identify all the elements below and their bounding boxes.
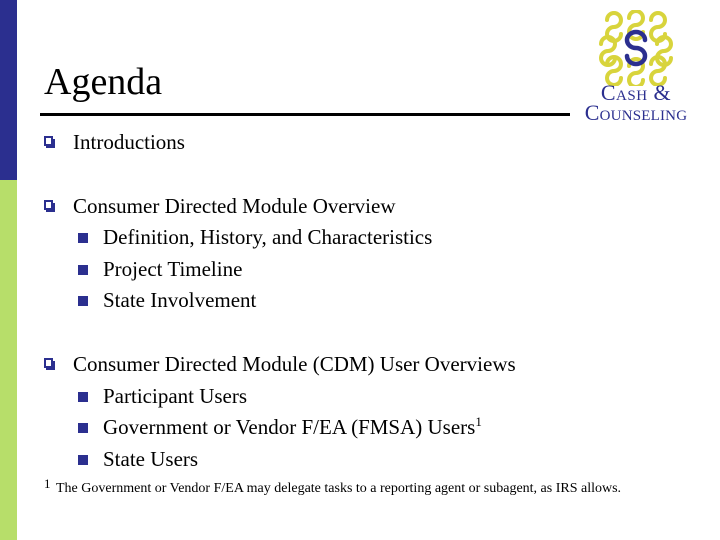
accent-bar-top [0,0,17,180]
agenda-item-label: Consumer Directed Module Overview [73,194,396,218]
footnote-reference: 1 [475,414,482,429]
filled-square-bullet-icon [78,296,88,306]
logo-text-line2: Counseling [584,100,688,125]
square-bullet-icon [44,136,53,146]
agenda-subitem-label: State Involvement [103,288,257,312]
square-bullet-icon [44,358,53,368]
accent-bar-bottom [0,180,17,540]
agenda-subitem-label [103,412,482,443]
agenda-item-label: Introductions [73,130,185,154]
filled-square-bullet-icon [78,233,88,243]
agenda-subitem-label: State Users [103,447,199,471]
filled-square-bullet-icon [78,265,88,275]
slide-title: Agenda [44,61,163,103]
swirl-logo-icon [593,10,679,86]
filled-square-bullet-icon [78,423,88,433]
title-underline [40,113,570,116]
footnote-marker: 1 [44,476,51,491]
square-bullet-icon [44,200,53,210]
agenda-subitem-text: Government or Vendor F/EA (FMSA) Users [103,415,476,439]
agenda-subitem-label: Definition, History, and Characteristics [103,225,433,249]
footnote-text: The Government or Vendor F/EA may delegate tasks to a reporting agent or subagent, as IRS allows. [56,481,622,496]
cash-and-counseling-logo [558,6,714,128]
filled-square-bullet-icon [78,392,88,402]
agenda-item-label: Consumer Directed Module (CDM) User Overviews [73,352,516,376]
agenda-subitem-label: Participant Users [103,384,248,408]
filled-square-bullet-icon [78,455,88,465]
agenda-subitem-label: Project Timeline [103,257,243,281]
logo-text-line1: Cash & [600,80,672,105]
